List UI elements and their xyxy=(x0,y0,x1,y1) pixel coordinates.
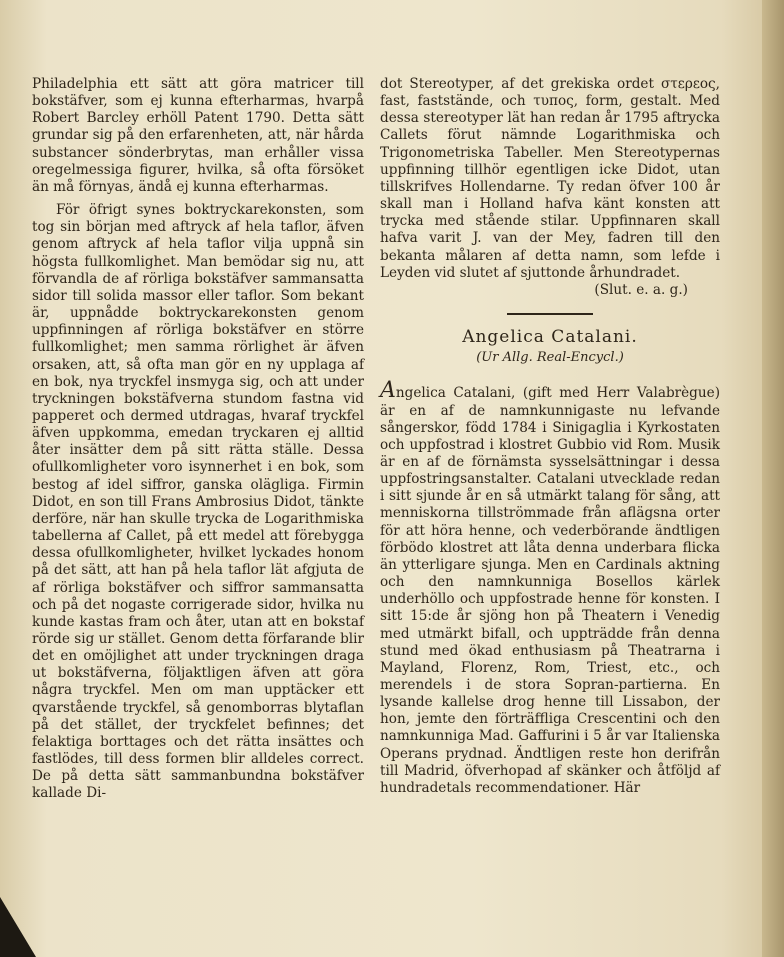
left-column xyxy=(32,76,364,803)
article-source: (Ur Allg. Real-Encycl.) xyxy=(476,350,624,366)
article-title: Angelica Catalani. xyxy=(462,327,638,348)
article-body: ngelica Catalani, (gift med Herr Valabrègue) är en af de namnkunnigaste nu lefvande sångerskor, född 1784 i Sinigaglia i Kyrkostaten och uppfostrad i klostret Gubbio vid Rom. Musik är en af de förnämsta sysselsättningar i dessa uppfostringsanstalter. Catalani utvecklade redan i sitt sjunde år en så utmärkt talang för sång, att menniskorna tillströmmade från aflägsna orter för att höra henne, och vederbörande ändtligen förbödo klostret att låta denna underbara flicka än ytterligare sjunga. Men en Cardinals aktning och den namnkunniga Bosellos kärlek underhöllo och uppfostrade henne för konsten. I sitt 15:de år sjöng hon på Theatern i Venedig med utmärkt bifall, och uppträdde från denna stund med ökad enthusiasm på Theatrarna i Mayland, Florenz, Rom, Triest, etc., och merendels i de stora Sopran-partierna. En lysande kallelse drog henne till Lissabon, der hon, jemte den förträffliga Crescentini och den namnkunniga Mad. Gaffurini i 5 år var Italienska Operans prydnad. Ändtligen reste hon derifrån till Madrid, öfverhopad af skänker och åtföljd af hundradetals recommendationer. Här xyxy=(380,385,720,796)
left-paragraph-2: För öfrigt synes boktryckarekonsten, som tog sin början med aftryck af hela taflor, äfven genom aftryck af hela taflor vilja uppnå sin högsta fullkomlighet. Man bemödar sig nu, att förvandla de af rörliga bokstäfver sammansatta sidor till solida massor eller taflor. Som bekant är, uppnådde boktryckarekonsten genom uppfinningen af rörliga bokstäfver en större fullkomlighet; men samma rörlighet är äfven orsaken, att, så ofta man gör en ny upplaga af en bok, nya tryckfel insmyga sig, och att under tryckningen bokstäfverna stundom fastna vid papperet och dermed utdragas, hvaraf tryckfel äfven uppkomma, emedan tryckaren ej alltid åter insätter dem på sitt rätta ställe. Dessa ofullkomligheter voro isynnerhet i en bok, som bestog af idel siffror, ganska olägliga. Firmin Didot, en son till Frans Ambrosius Didot, tänkte derföre, när han skulle trycka de Logarithmiska tabellerna af Callet, på ett medel att förebygga dessa ofullkomligheter, hvilket lyckades honom på det sätt, att han på hela taflor lät afgjuta de af rörliga bokstäfver och siffror sammansatta och på det nogaste corrigerade sidor, hvilka nu kunde kastas fram och åter, utan att en bokstaf rörde sig ur stället. Genom detta förfarande blir det en omöjlighet att under tryckningen draga ut bokstäfverna, följaktligen äfven att göra några tryckfel. Men om man upptäcker ett qvarstående tryckfel, så genomborras blytaflan på det stället, der tryckfelet befinnes; det felaktiga borttages och det rätta insättes och fastlödes, till dess formen blir alldeles correct. De på detta sätt sammanbundna bokstäfver kallade Di- xyxy=(32,202,364,802)
right-paragraph-2 xyxy=(380,378,720,797)
drop-cap: A xyxy=(380,378,396,404)
page-gutter xyxy=(762,0,784,957)
section-divider xyxy=(507,313,593,315)
right-column xyxy=(380,76,720,797)
left-paragraph-1: Philadelphia ett sätt att göra matricer till bokstäfver, som ej kunna efterharmas, hvarpå Robert Barcley erhöll Patent 1790. Detta sätt grundar sig på den erfarenheten, att, när hårda substancer sönderbrytas, man erhåller vissa oregelmessiga figurer, hvilka, så ofta försöket än må förnyas, ändå ej kunna efterharmas. xyxy=(32,76,364,195)
right-paragraph-1: dot Stereotyper, af det grekiska ordet στερεος, fast, fastständе, och τυπος, form, gestalt. Med dessa stereotyper lät han redan år 1795 aftrycka Callets förut nämnde Logarithmiska och Trigonometriska Tabeller. Men Stereotypernas uppfinning tillhör egentligen icke Didot, utan tillskrifves Hollendarne. Ty redan öfver 100 år skall man i Holland hafva känt konsten att trycka med stående stilar. Uppfinnaren skall hafva varit J. van der Mey, fadren till den bekanta målaren af detta namn, som lefde i Leyden vid slutet af sjuttonde århundradet. xyxy=(380,76,720,281)
signoff: (Slut. e. a. g.) xyxy=(594,281,688,298)
